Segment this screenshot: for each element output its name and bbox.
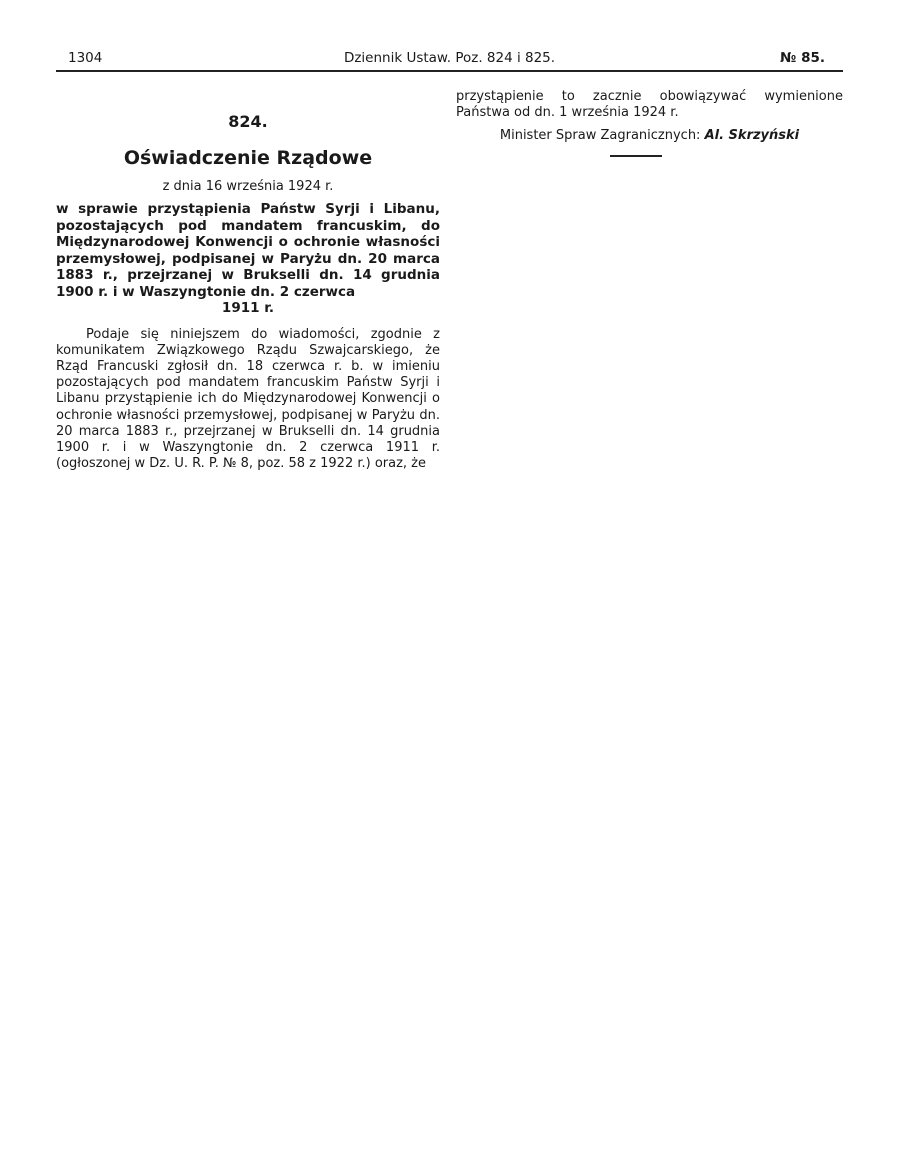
journal-title: Dziennik Ustaw. Poz. 824 i 825. bbox=[343, 50, 556, 66]
act-subject-last-line: 1911 r. bbox=[221, 300, 275, 316]
header-rule bbox=[56, 70, 843, 72]
signature-name: Al. Skrzyński bbox=[704, 128, 800, 143]
signature-rule bbox=[610, 155, 662, 157]
act-number: 824. bbox=[228, 112, 268, 131]
signature-role: Minister Spraw Zagranicznych: bbox=[499, 128, 701, 143]
act-date: z dnia 16 września 1924 r. bbox=[162, 179, 334, 194]
act-subject bbox=[56, 201, 440, 317]
page-number: 1304 bbox=[68, 50, 103, 66]
act-body: Podaje się niniejszem do wiadomości, zgodnie z komunikatem Związkowego Rządu Szwajcarskiego, że Rząd Francuski zgłosił dn. 18 czerwca r. b. w imieniu pozostających pod mandatem francuskim Państw Syrji i Libanu przystąpienie ich do Międzynarodowej Konwencji o ochronie własności przemysłowej, podpisanej w Paryżu dn. 20 marca 1883 r., przejrzanej w Brukselli dn. 14 grudnia 1900 r. i w Waszyngtonie dn. 2 czerwca 1911 r. (ogłoszonej w Dz. U. R. P. № 8, poz. 58 z 1922 r.) oraz, że bbox=[56, 326, 440, 472]
act-body-continuation: przystąpienie to zacznie obowiązywać wymienione Państwa od dn. 1 września 1924 r. bbox=[456, 89, 843, 120]
act-subject-text: w sprawie przystąpienia Państw Syrji i Libanu, pozostających pod mandatem francuskim, do Międzynarodowej Konwencji o ochronie własności przemysłowej, podpisanej w Paryżu dn. 20 marca 1883 r., przejrzanej w Brukselli dn. 14 grudnia 1900 r. i w Waszyngtonie dn. 2 czerwca bbox=[56, 201, 440, 300]
act-title: Oświadczenie Rządowe bbox=[123, 147, 373, 169]
left-column bbox=[56, 98, 440, 472]
page-header bbox=[56, 50, 843, 70]
right-column bbox=[456, 89, 843, 157]
issue-number: № 85. bbox=[780, 50, 825, 66]
signature bbox=[456, 128, 843, 143]
